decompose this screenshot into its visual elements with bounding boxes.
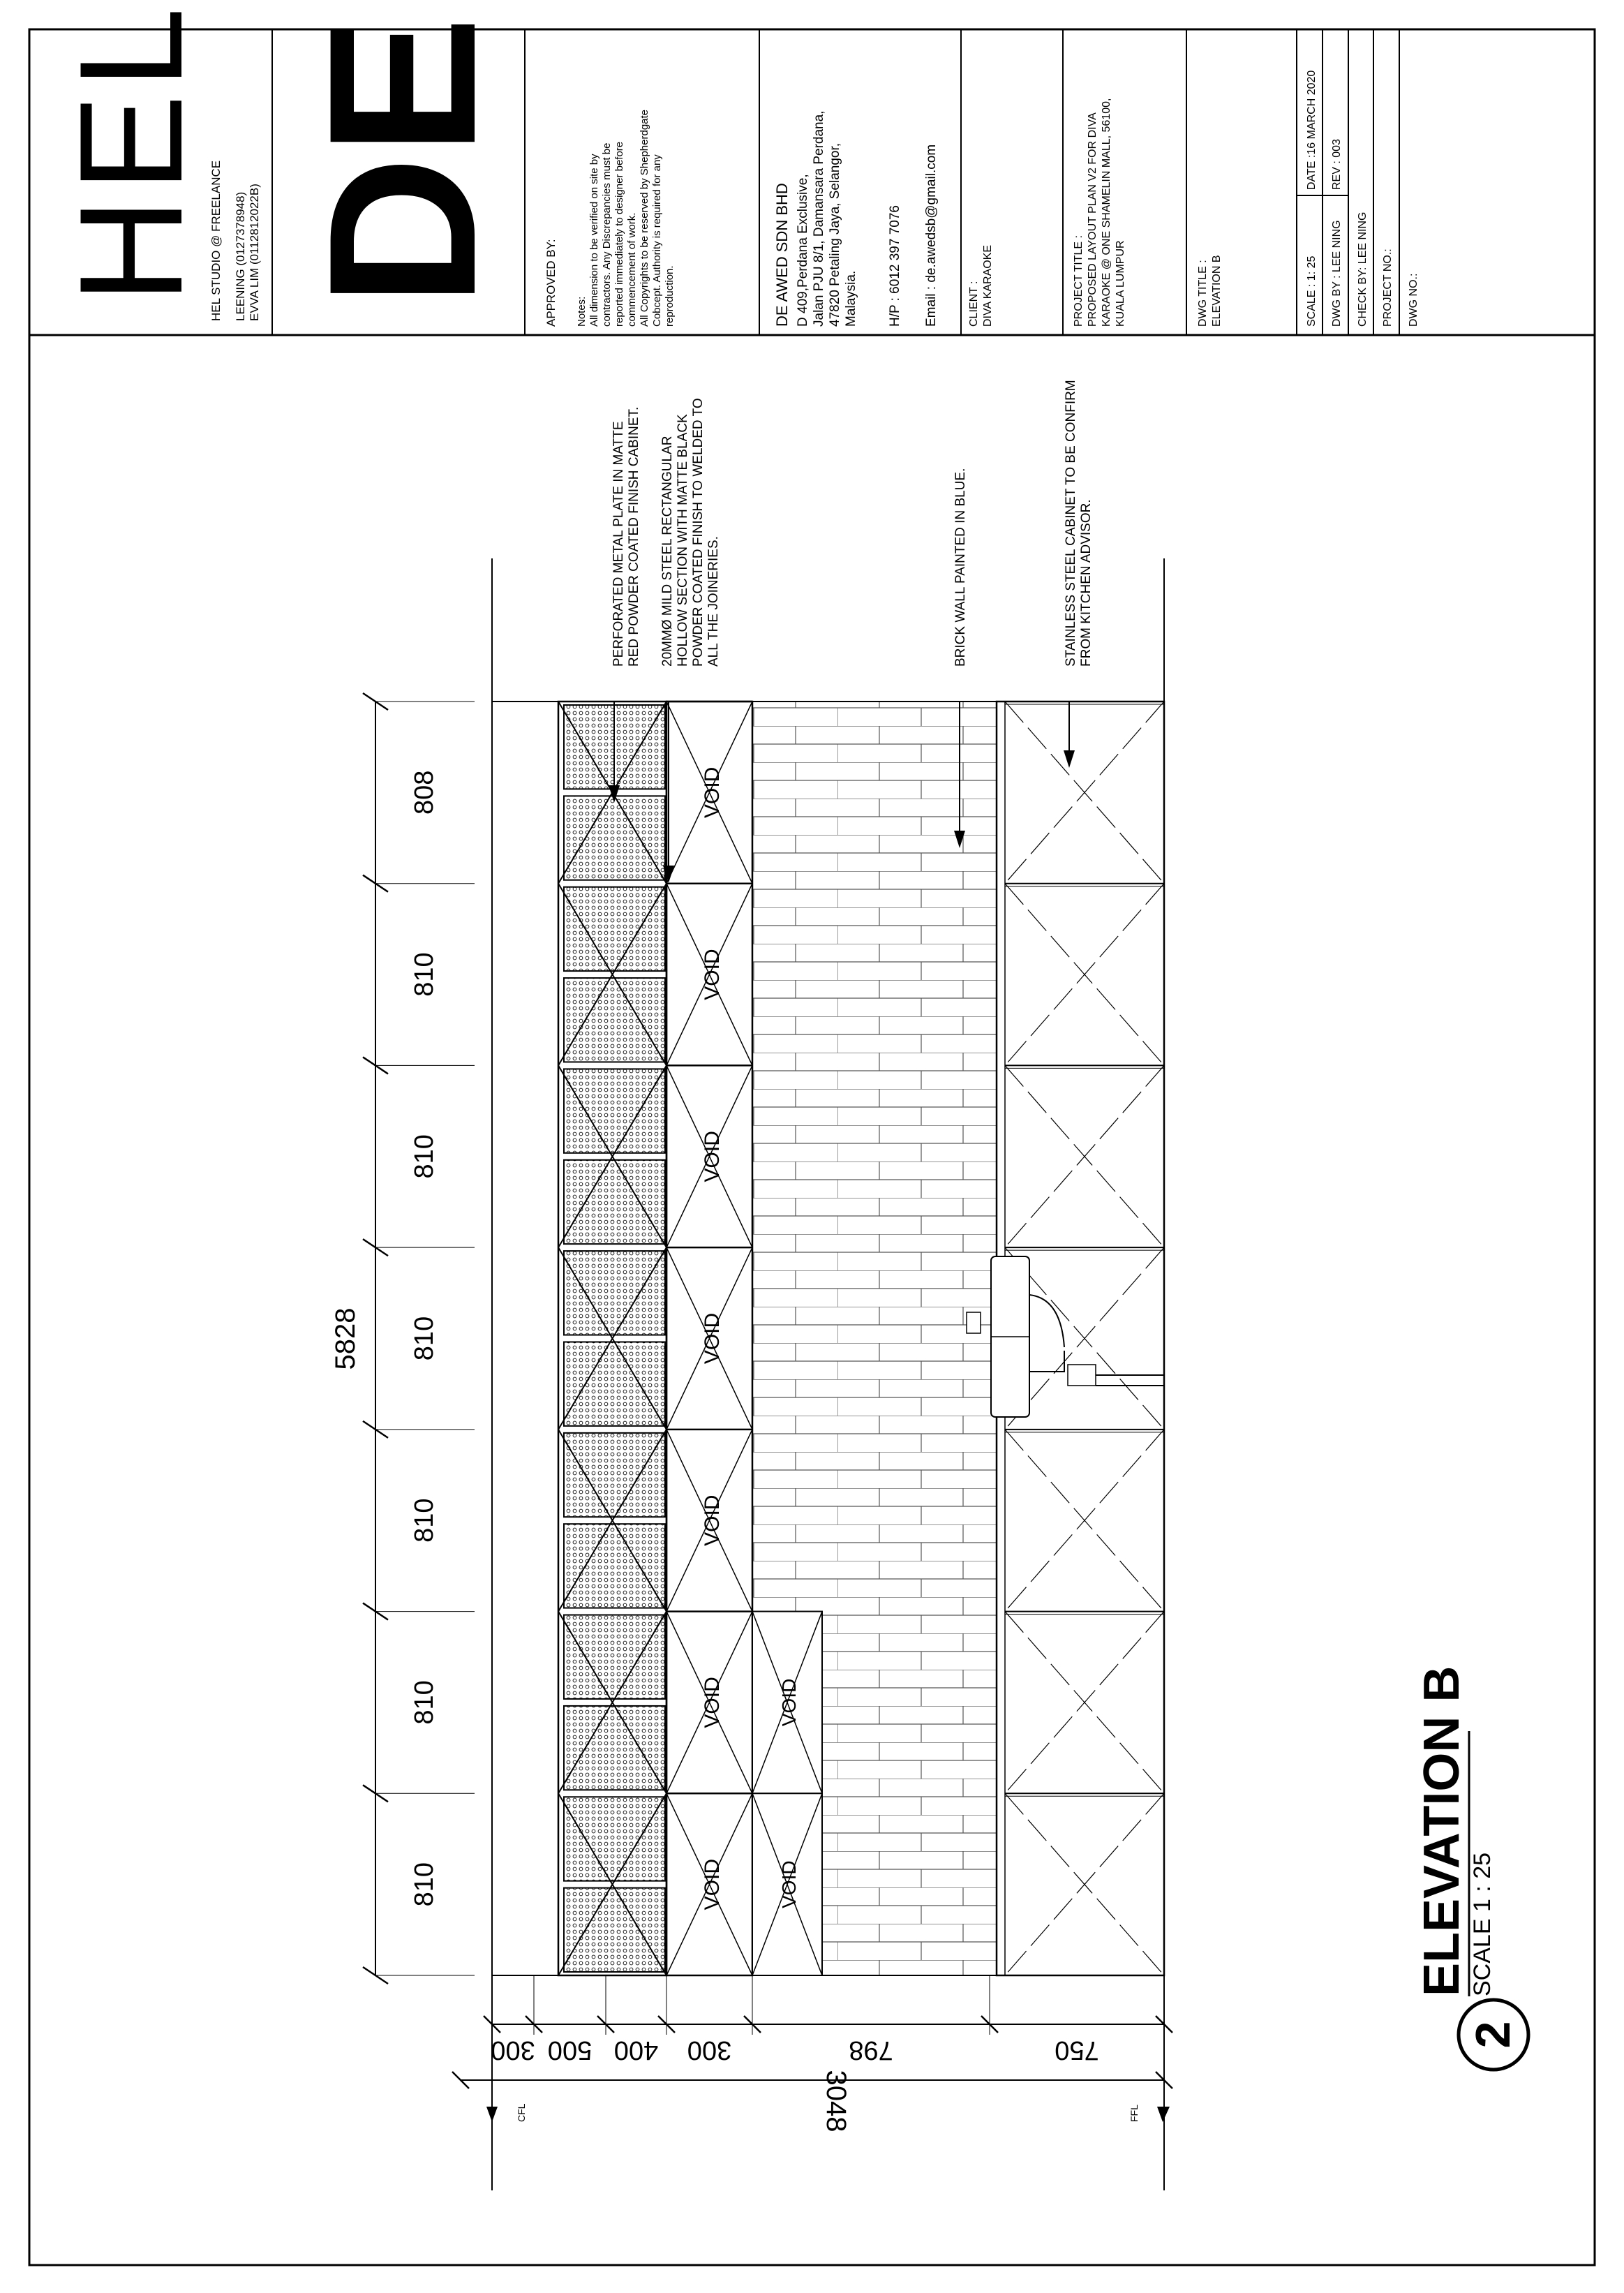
project-title-line-3: KUALA LUMPUR xyxy=(1115,240,1126,327)
svg-text:POWDER COATED FINISH TO WELDED: POWDER COATED FINISH TO WELDED TO xyxy=(691,398,706,667)
svg-text:RED POWDER COATED FINISH CABIN: RED POWDER COATED FINISH CABINET. xyxy=(627,406,641,667)
contact-evva: EVVA LIM (0112812022B) xyxy=(248,184,261,321)
rev-cell: REV : 003 xyxy=(1331,139,1343,190)
perforated-panel xyxy=(564,1069,665,1152)
notes-line-1: Notes: xyxy=(576,296,588,327)
studio-name: HEL STUDIO @ FREELANCE xyxy=(209,160,223,321)
top-dim-value: 810 xyxy=(410,1134,439,1179)
void-label: VOID xyxy=(778,1860,800,1908)
void-label: VOID xyxy=(701,766,724,819)
check-by-cell: CHECK BY: LEE NING xyxy=(1357,212,1369,327)
company-email: Email : de.awedsb@gmail.com xyxy=(924,144,939,327)
perforated-cabinet-band xyxy=(558,702,666,1975)
svg-text:HOLLOW SECTION WITH MATTE BL: HOLLOW SECTION WITH MATTE BLACK xyxy=(676,414,690,667)
perforated-panel xyxy=(564,1888,665,1972)
project-title-line-1: PROPOSED LAYOUT PLAN V2 FOR DIVA xyxy=(1087,112,1098,327)
side-dim-value: 300 xyxy=(687,2035,732,2065)
contact-leening: LEENING (0127378948) xyxy=(234,191,247,321)
top-dim-value: 810 xyxy=(410,1862,439,1907)
title-block xyxy=(29,1,1595,335)
date-cell: DATE :16 MARCH 2020 xyxy=(1306,70,1318,190)
notes-block xyxy=(576,110,676,327)
project-title-label: PROJECT TITLE : xyxy=(1073,235,1085,327)
void-label: VOID xyxy=(701,1494,724,1546)
svg-text:BRICK WALL PAINTED IN BLUE.: BRICK WALL PAINTED IN BLUE. xyxy=(953,468,968,667)
void-label: VOID xyxy=(701,949,724,1000)
svg-text:PERFORATED METAL PLATE IN MAT: PERFORATED METAL PLATE IN MATTE xyxy=(611,421,626,667)
client-logo: DE xyxy=(285,16,519,307)
overall-width-dim: 5828 xyxy=(330,1307,361,1370)
perforated-panel xyxy=(564,1251,665,1335)
side-dim-value: 798 xyxy=(849,2035,893,2065)
annotation-stainless-cabinet xyxy=(1064,380,1094,768)
company-address-4: Malaysia. xyxy=(844,270,858,327)
project-no-cell: PROJECT NO.: xyxy=(1382,248,1394,327)
client-label: CLIENT : xyxy=(968,281,980,327)
overall-height-dim: 3048 xyxy=(821,2070,851,2132)
top-dim-value: 810 xyxy=(410,1316,439,1361)
notes-line-6: All Copyrights to be reserved by Shepherdgate xyxy=(639,109,650,327)
side-dimension-chain xyxy=(452,1975,1172,2088)
dwg-by-cell: DWG BY : LEE NING xyxy=(1331,220,1343,327)
elevation-drawing xyxy=(330,380,1172,2190)
void-label: VOID xyxy=(701,1131,724,1182)
side-dim-value: 750 xyxy=(1055,2035,1099,2065)
studio-logo: HEL xyxy=(49,1,213,304)
drawing-scale-text: SCALE 1 : 25 xyxy=(1469,1852,1496,1996)
drawing-title-text: ELEVATION B xyxy=(1414,1665,1470,1996)
top-dim-value: 810 xyxy=(410,952,439,997)
void-label: VOID xyxy=(701,1677,724,1728)
company-address-1: D 409,Perdana Exclusive, xyxy=(796,174,810,327)
notes-line-7: Cobcept. Authority is required for any xyxy=(651,154,663,327)
perforated-panel xyxy=(564,978,665,1062)
top-dim-value: 810 xyxy=(410,1680,439,1725)
svg-text:STAINLESS STEEL CABINET TO BE: STAINLESS STEEL CABINET TO BE CONFIRM xyxy=(1064,380,1078,667)
void-label: VOID xyxy=(778,1678,800,1727)
scale-cell: SCALE : 1: 25 xyxy=(1306,255,1318,327)
svg-text:FROM KITCHEN ADVISOR.: FROM KITCHEN ADVISOR. xyxy=(1079,499,1094,667)
top-dimension-chain xyxy=(363,693,475,1984)
company-phone: H/P : 6012 397 7076 xyxy=(888,205,902,327)
top-dim-value: 808 xyxy=(410,770,439,815)
perforated-panel xyxy=(564,1706,665,1790)
company-address-2: Jalan PJU 8/1, Damansara Perdana, xyxy=(812,110,826,327)
perforated-panel xyxy=(564,1524,665,1608)
steel-frame-void-band xyxy=(666,702,752,1975)
notes-line-2: All dimension to be verified on site by xyxy=(588,154,600,327)
perforated-panel xyxy=(564,1342,665,1426)
drawing-number: 2 xyxy=(1466,2021,1520,2049)
cfl-level-marker xyxy=(486,2094,527,2164)
client-name: DIVA KARAOKE xyxy=(982,244,994,327)
svg-text:ALL THE JOINERIES.: ALL THE JOINERIES. xyxy=(706,536,721,667)
drawing-title xyxy=(1414,1666,1528,2070)
notes-line-5: commencement of work. xyxy=(626,212,638,327)
company-name: DE AWED SDN BHD xyxy=(773,183,791,327)
void-label: VOID xyxy=(701,1858,724,1910)
perforated-panel xyxy=(564,1797,665,1880)
side-dim-value: 300 xyxy=(491,2035,535,2065)
company-address-3: 47820 Petaling Jaya, Selangor, xyxy=(828,142,842,327)
svg-text:CFL: CFL xyxy=(516,2103,527,2122)
dwg-no-cell: DWG NO.: xyxy=(1408,273,1420,327)
side-dim-value: 500 xyxy=(547,2035,593,2065)
dwg-title-label: DWG TITLE : xyxy=(1197,260,1209,327)
svg-text:20MMØ MILD STEEL RECTANGULAR: 20MMØ MILD STEEL RECTANGULAR xyxy=(660,436,675,667)
approved-by-label: APPROVED BY: xyxy=(544,239,558,327)
project-title-line-2: KARAOKE @ ONE SHAMELIN MALL, 56100, xyxy=(1101,98,1112,327)
perforated-panel xyxy=(564,887,665,971)
top-dim-value: 810 xyxy=(410,1498,439,1543)
perforated-panel xyxy=(564,796,665,880)
sink xyxy=(967,1256,1164,1417)
perforated-panel xyxy=(564,1160,665,1244)
svg-text:FFL: FFL xyxy=(1128,2105,1140,2122)
notes-line-3: contractors. Any Discrepancies must be xyxy=(601,142,613,327)
void-label: VOID xyxy=(701,1312,724,1365)
side-dim-value: 400 xyxy=(613,2035,659,2065)
dwg-title-value: ELEVATION B xyxy=(1211,255,1223,327)
lower-void-frames xyxy=(752,1612,822,1975)
ffl-level-marker xyxy=(1128,2105,1170,2122)
notes-line-4: reported immediately to designer before xyxy=(613,141,625,327)
perforated-panel xyxy=(564,1615,665,1699)
notes-line-8: reproduction. xyxy=(664,265,676,327)
perforated-panel xyxy=(564,1433,665,1517)
